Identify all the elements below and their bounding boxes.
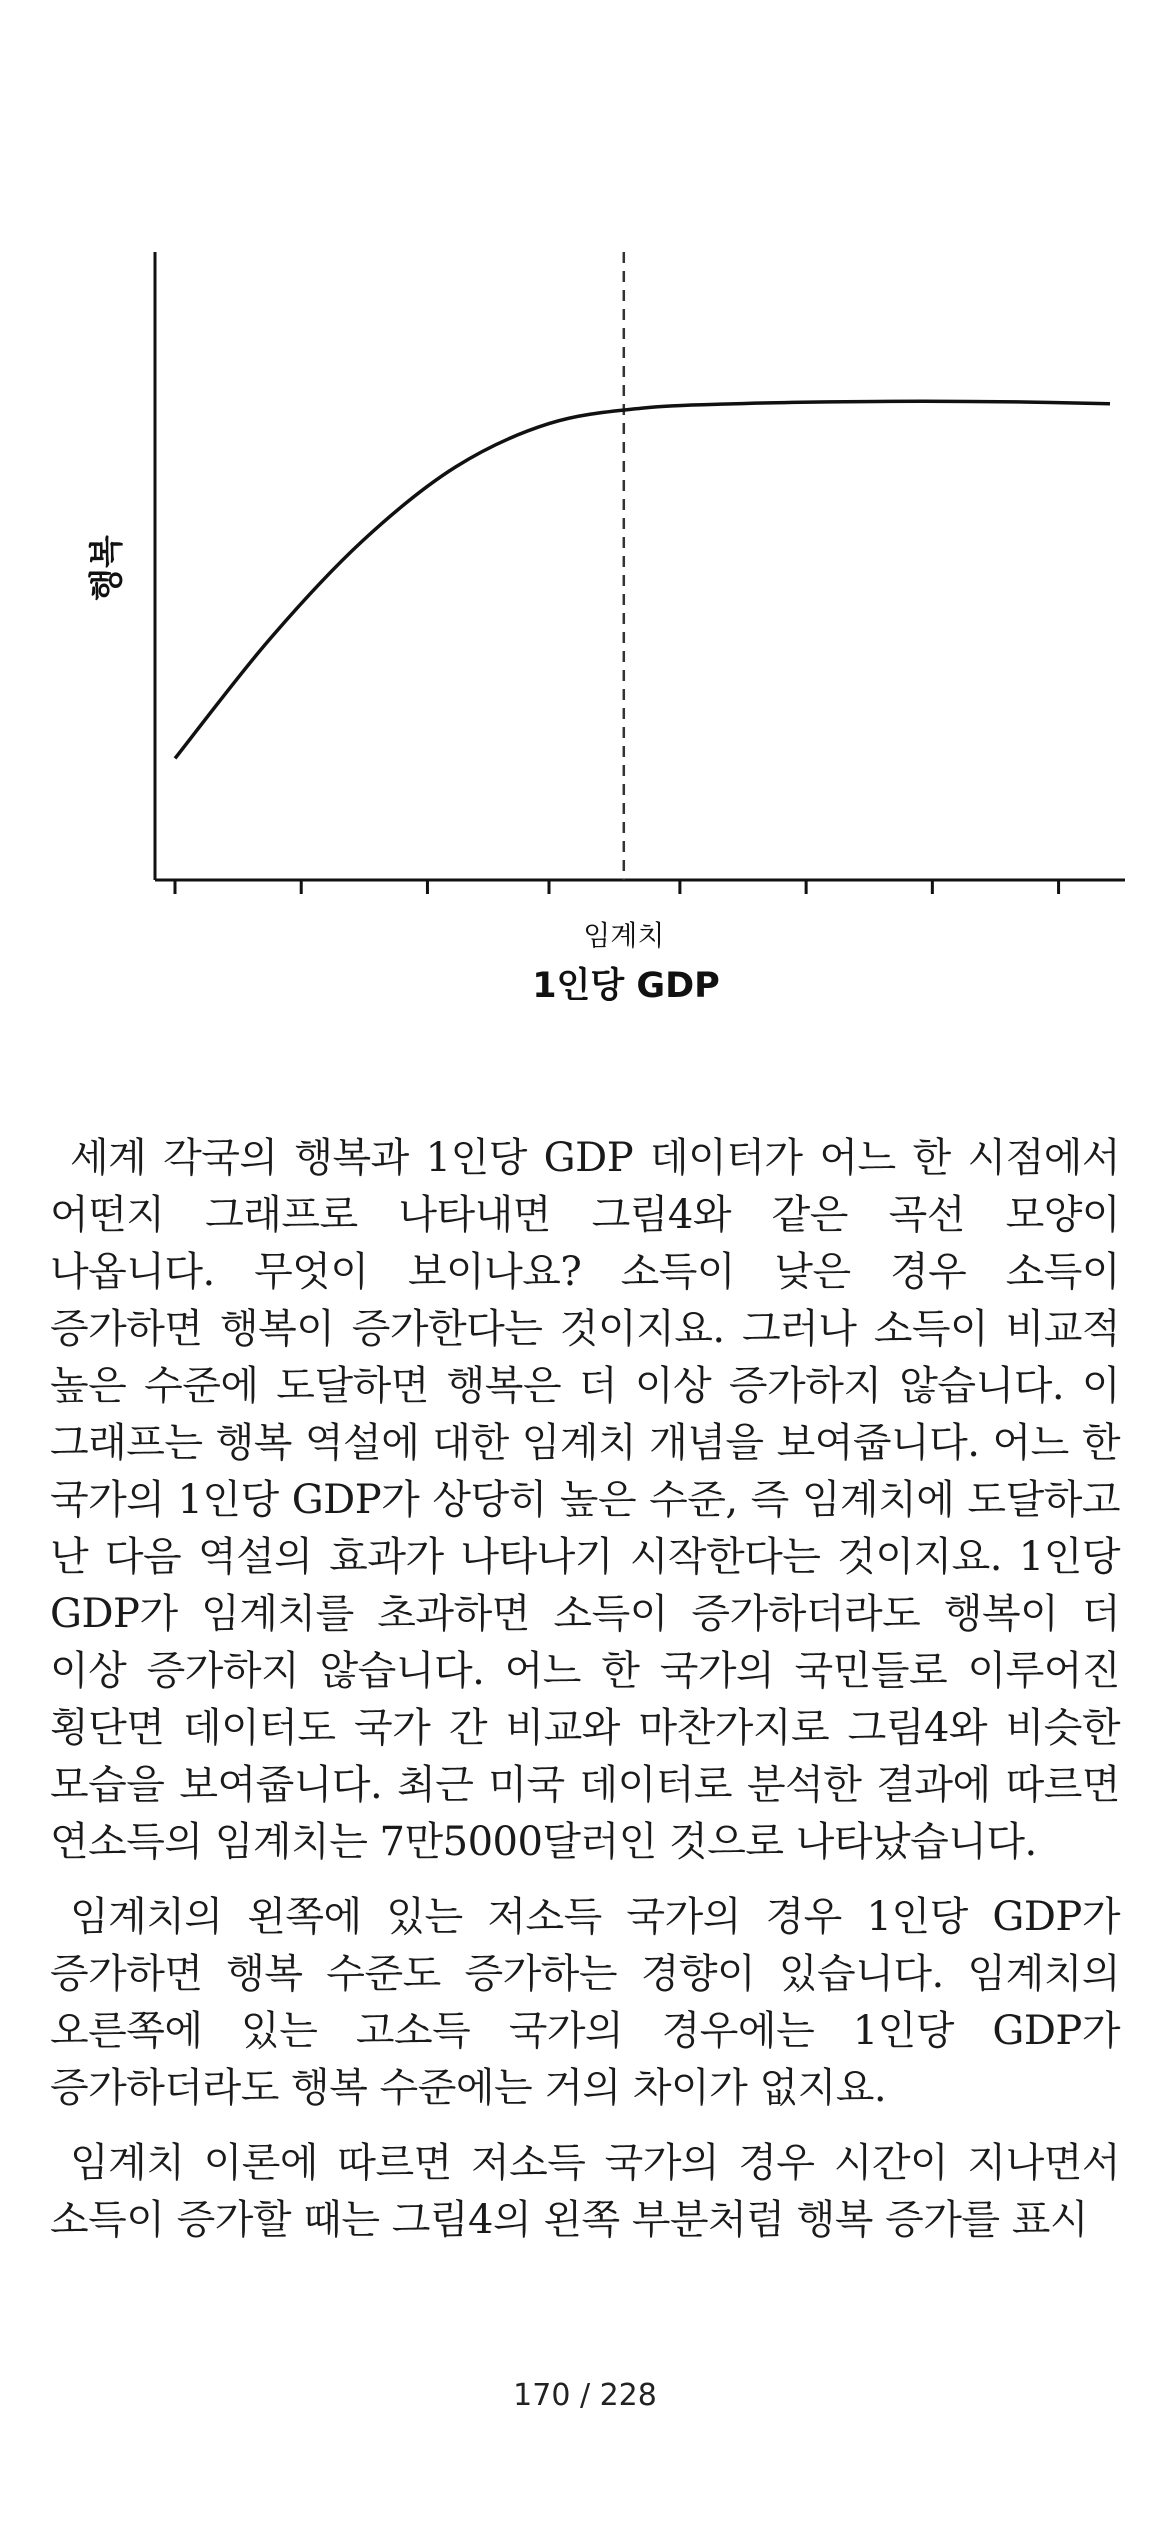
paragraph-2: 임계치의 왼쪽에 있는 저소득 국가의 경우 1인당 GDP가 증가하면 행복 수준도 증가하는 경향이 있습니다. 임계치의 오른쪽에 있는 고소득 국가의 경우에는 1인당 GDP가 증가하더라도 행복 수준에는 거의 차이가 없지요. xyxy=(50,1894,1120,2111)
x-axis-label: 1인당 GDP xyxy=(532,966,720,1006)
page-number: 170 / 228 xyxy=(513,2378,657,2413)
series-line xyxy=(175,401,1110,758)
body-text xyxy=(50,1130,1120,2267)
chart-svg xyxy=(0,0,1170,1060)
paragraph-1: 세계 각국의 행복과 1인당 GDP 데이터가 어느 한 시점에서 어떤지 그래프로 나타내면 그림4와 같은 곡선 모양이 나옵니다. 무엇이 보이나요? 소득이 낮은 경우 소득이 증가하면 행복이 증가한다는 것이지요. 그러나 소득이 비교적 높은 수준에 도달하면 행복은 더 이상 증가하지 않습니다. 이 그래프는 행복 역설에 대한 임계치 개념을 보여줍니다. 어느 한 국가의 1인당 GDP가 상당히 높은 수준, 즉 임계치에 도달하고 난 다음 역설의 효과가 나타나기 시작한다는 것이지요. 1인당 GDP가 임계치를 초과하면 소득이 증가하더라도 행복이 더 이상 증가하지 않습니다. 어느 한 국가의 국민들로 이루어진 횡단면 데이터도 국가 간 비교와 마찬가지로 그림4와 비슷한 모습을 보여줍니다. 최근 미국 데이터로 분석한 결과에 따르면 연소득의 임계치는 7만5000달러인 것으로 나타났습니다. xyxy=(50,1135,1120,1865)
threshold-label: 임계치 xyxy=(583,919,665,952)
x-axis-ticks xyxy=(175,880,1059,894)
paragraph-3: 임계치 이론에 따르면 저소득 국가의 경우 시간이 지나면서 소득이 증가할 때는 그림4의 왼쪽 부분처럼 행복 증가를 표시 xyxy=(50,2140,1120,2243)
figure-threshold-chart xyxy=(0,0,1170,1060)
chart-axes xyxy=(155,252,1125,880)
y-axis-label: 행복 xyxy=(87,535,127,601)
